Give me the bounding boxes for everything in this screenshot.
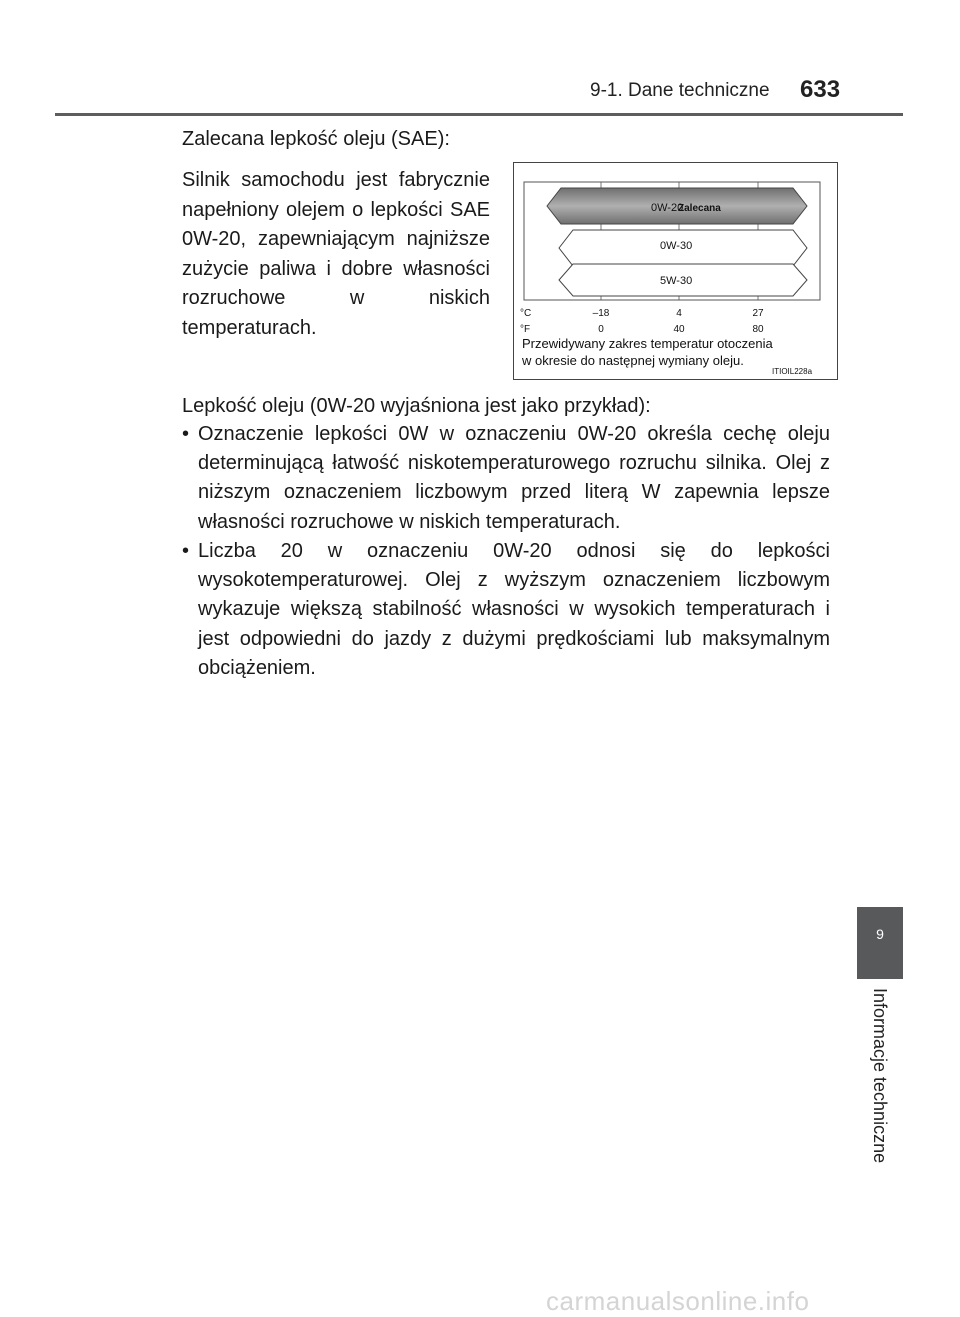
viscosity-diagram	[514, 163, 839, 381]
figure-caption-line1: Przewidywany zakres temperatur otoczenia	[522, 336, 773, 351]
viscosity-figure	[513, 162, 838, 380]
bullet-marker: •	[182, 540, 190, 562]
celsius-tick: –18	[592, 308, 610, 319]
bullet-item	[182, 420, 830, 537]
fahrenheit-label: °F	[520, 324, 531, 335]
intro-paragraph: Silnik samochodu jest fabrycznie napełniony olejem o lepkości SAE 0W-20, zapewniającym najniższe zużycie paliwa i dobre własności rozruchowe w niskich temperaturach.	[182, 169, 490, 339]
bullet-item	[182, 537, 830, 683]
fahrenheit-tick: 0	[598, 324, 604, 335]
fahrenheit-tick: 40	[673, 324, 685, 335]
page-number: 633	[800, 76, 841, 103]
bar-0w30-grade: 0W-30	[660, 240, 693, 252]
bullet-text: Oznaczenie lepkości 0W w oznaczeniu 0W-20 określa cechę oleju determinującą łatwość niskotemperaturowego rozruchu silnika. Olej z niższym oznaczeniem liczbowym przed literą W zapewnia lepsze własności rozruchowe w niskich temperaturach.	[198, 423, 830, 533]
bullet-marker: •	[182, 423, 190, 445]
celsius-tick: 4	[676, 308, 682, 319]
bar-5w30-grade: 5W-30	[660, 275, 693, 287]
bar-0w20-note: Zalecana	[678, 203, 721, 214]
explanation-title: Lepkość oleju (0W-20 wyjaśniona jest jako przykład):	[182, 395, 651, 417]
chapter-tab-number: 9	[876, 926, 884, 942]
watermark: carmanualsonline.info	[546, 1286, 810, 1316]
header-section-title: 9-1. Dane techniczne	[590, 80, 770, 101]
bar-0w20-grade: 0W-20	[651, 202, 684, 214]
celsius-label: °C	[520, 308, 532, 319]
section-heading: Zalecana lepkość oleju (SAE):	[182, 128, 450, 150]
chapter-tab-label: Informacje techniczne	[870, 988, 890, 1164]
celsius-tick: 27	[752, 308, 764, 319]
header-divider	[55, 113, 903, 116]
figure-caption-line2: w okresie do następnej wymiany oleju.	[522, 353, 744, 368]
chapter-tab	[857, 907, 903, 979]
figure-code: ITIOIL228a	[772, 367, 813, 376]
bullet-text: Liczba 20 w oznaczeniu 0W-20 odnosi się do lepkości wysokotemperaturowej. Olej z wyższym oznaczeniem liczbowym wykazuje większą stabilność własności w wysokich temperaturach i jest odpowiedni do jazdy z dużymi prędkościami lub maksymalnym obciążeniem.	[198, 540, 830, 679]
fahrenheit-tick: 80	[752, 324, 764, 335]
